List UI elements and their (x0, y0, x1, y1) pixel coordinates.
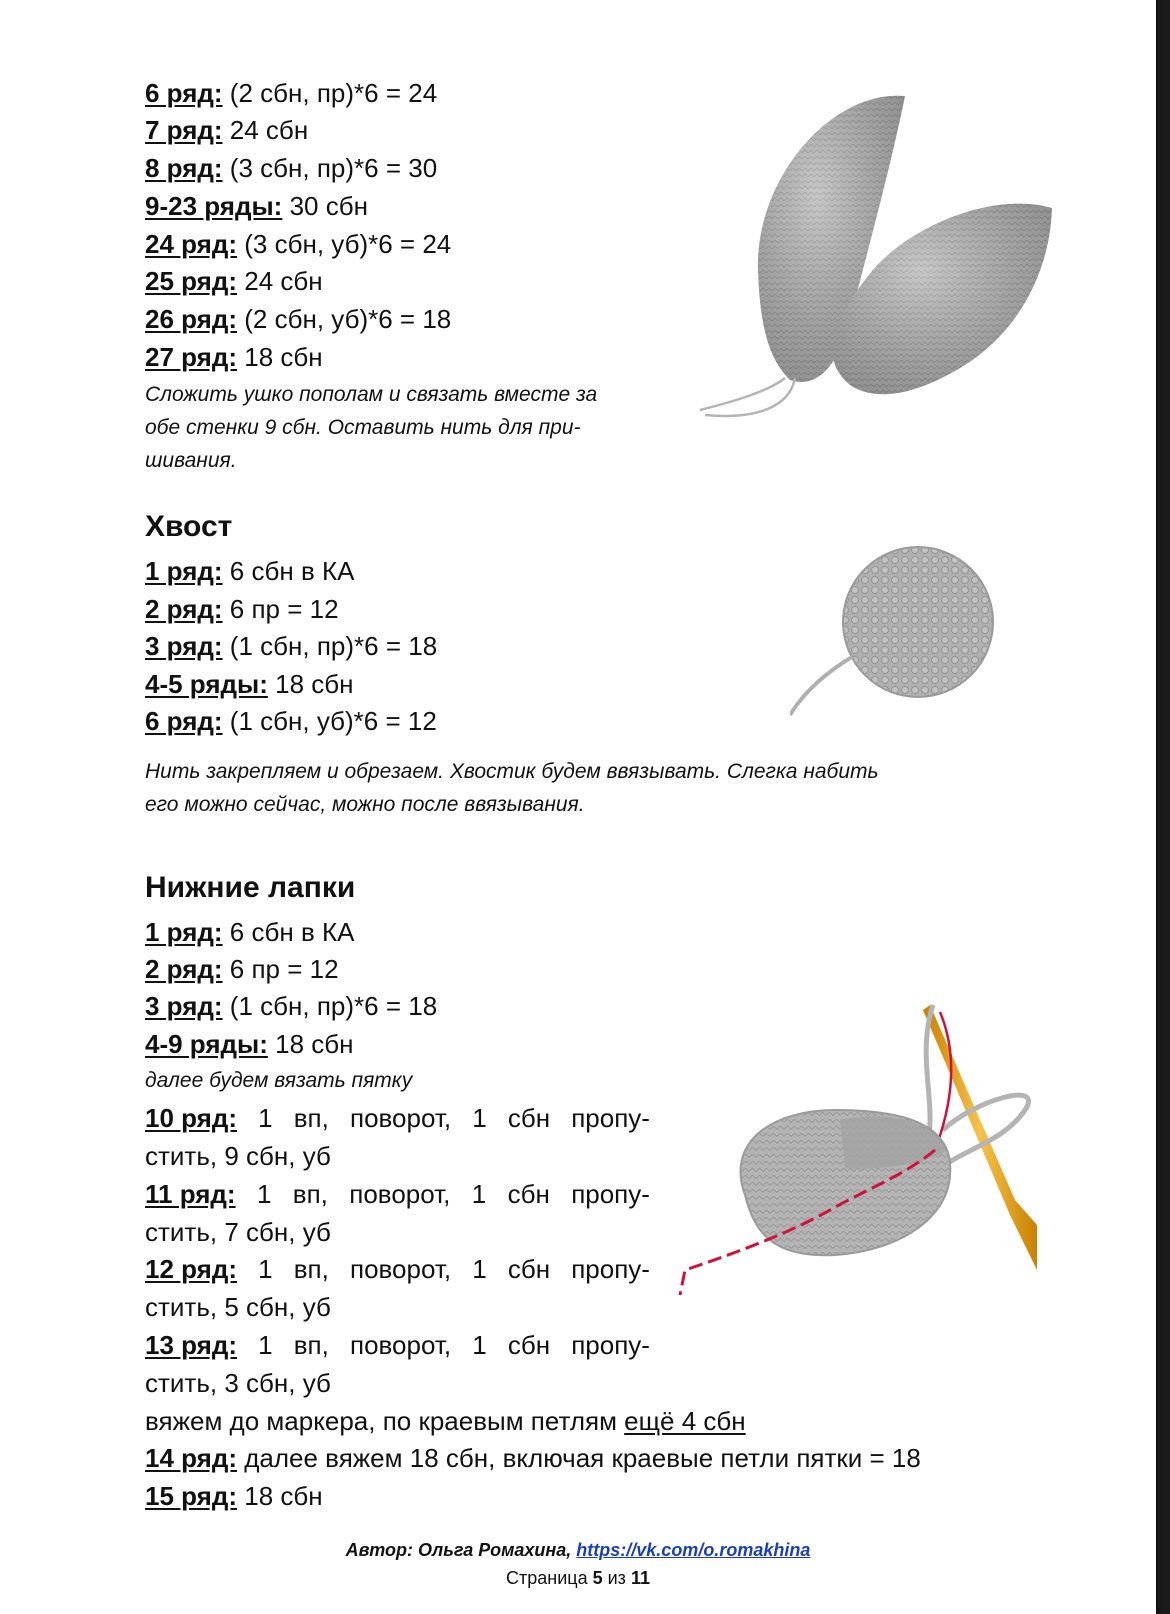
feet-row-10-cont: стить, 9 сбн, уб (145, 1141, 331, 1171)
foot-with-hook-photo (665, 1000, 1055, 1335)
feet-title: Нижние лапки (145, 871, 356, 904)
feet-row-13-cont: стить, 3 сбн, уб (145, 1368, 331, 1398)
feet-row-13: 13 ряд: 1 вп, поворот, 1 сбн пропу- (145, 1330, 650, 1360)
ears-row-8: 8 ряд: (3 сбн, пр)*6 = 30 (145, 153, 438, 183)
heel-note: далее будем вязать пятку (145, 1069, 413, 1092)
author-link[interactable]: https://vk.com/o.romakhina (576, 1540, 811, 1560)
ears-row-24: 24 ряд: (3 сбн, уб)*6 = 24 (145, 229, 452, 259)
ears-row-26: 26 ряд: (2 сбн, уб)*6 = 18 (145, 304, 452, 334)
feet-row-12: 12 ряд: 1 вп, поворот, 1 сбн пропу- (145, 1254, 650, 1284)
tail-row-2: 2 ряд: 6 пр = 12 (145, 594, 339, 624)
tail-photo (790, 545, 1010, 720)
feet-row-11: 11 ряд: 1 вп, поворот, 1 сбн пропу- (145, 1179, 650, 1209)
feet-row-2: 2 ряд: 6 пр = 12 (145, 954, 339, 984)
tail-title: Хвост (145, 510, 233, 543)
ears-row-7: 7 ряд: 24 сбн (145, 115, 309, 145)
ears-row-25: 25 ряд: 24 сбн (145, 266, 323, 296)
ears-row-27: 27 ряд: 18 сбн (145, 342, 323, 372)
footer-page-number: Страница 5 из 11 (506, 1568, 650, 1588)
tail-note-line-2: его можно сейчас, можно после ввязывания. (145, 793, 585, 816)
tail-note-line-1: Нить закрепляем и обрезаем. Хвостик будем ввязывать. Слегка набить (145, 760, 879, 783)
feet-row-3: 3 ряд: (1 сбн, пр)*6 = 18 (145, 991, 438, 1021)
feet-row-15: 15 ряд: 18 сбн (145, 1481, 323, 1511)
tail-row-6: 6 ряд: (1 сбн, уб)*6 = 12 (145, 706, 437, 736)
tail-row-3: 3 ряд: (1 сбн, пр)*6 = 18 (145, 631, 438, 661)
feet-row-11-cont: стить, 7 сбн, уб (145, 1217, 331, 1247)
feet-row-12-cont: стить, 5 сбн, уб (145, 1292, 331, 1322)
footer-author: Автор: Ольга Ромахина, https://vk.com/o.romakhina (345, 1540, 811, 1560)
ears-row-6: 6 ряд: (2 сбн, пр)*6 = 24 (145, 78, 438, 108)
ears-row-9-23: 9-23 ряды: 30 сбн (145, 191, 368, 221)
feet-row-1: 1 ряд: 6 сбн в КА (145, 917, 355, 947)
feet-row-4-9: 4-9 ряды: 18 сбн (145, 1029, 354, 1059)
ears-note-line-2: обе стенки 9 сбн. Оставить нить для при- (145, 416, 581, 439)
tail-row-4-5: 4-5 ряды: 18 сбн (145, 669, 354, 699)
ears-note-line-3: шивания. (145, 449, 237, 472)
feet-row-14: 14 ряд: далее вяжем 18 сбн, включая краевые петли пятки = 18 (145, 1443, 921, 1473)
ears-photo (700, 60, 1095, 450)
feet-row-10: 10 ряд: 1 вп, поворот, 1 сбн пропу- (145, 1103, 650, 1133)
tail-row-1: 1 ряд: 6 сбн в КА (145, 556, 355, 586)
marker-line: вяжем до маркера, по краевым петлям ещё 4 сбн (145, 1406, 746, 1436)
ears-note-line-1: Сложить ушко пополам и связать вместе за (145, 383, 598, 406)
